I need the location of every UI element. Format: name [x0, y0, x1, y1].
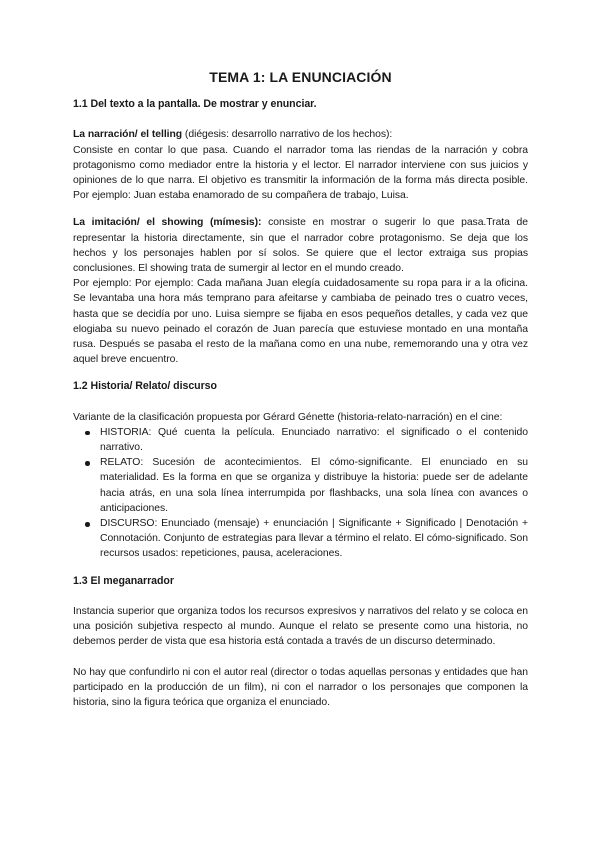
meganarrador-paragraph-2: No hay que confundirlo ni con el autor real (director o todas aquellas personas y entidades que han participado en la producción de un film), ni con el narrador o los personajes que componen la historia, sino la figura teórica que organiza el enunciado. [73, 666, 528, 708]
imitation-term: La imitación/ el showing (mímesis): [73, 217, 262, 229]
list-item-discurso: DISCURSO: Enunciado (mensaje) + enunciación | Significante + Significado | Denotación + Connotación. Conjunto de estrategias para llevar a término el relato. El cómo-significado. Son recursos usados: repeticiones, pausa, aceleraciones. [73, 516, 528, 562]
narration-paragraph: Consiste en contar lo que pasa. Cuando el narrador toma las riendas de la narración y cobra protagonismo como mediador entre la historia y el lector. El narrador interviene con sus juicios y opiniones de lo que narra. El objetivo es transmitir la información de la forma más directa posible. Por ejemplo: Juan estaba enamorado de su compañera de trabajo, Luisa. [73, 144, 528, 202]
imitation-example: Por ejemplo: Por ejemplo: Cada mañana Juan elegía cuidadosamente su ropa para ir a la oficina. Se levantaba una hora más temprano para afeitarse y cambiaba de peinado tres o cuatro veces, hasta que se decidía por uno. Luisa siempre se fijaba en esos pequeños detalles, y cada vez que elogiaba su nuevo peinado el corazón de Juan parecía que estuviese montado en una montaña rusa. Después se pasaba el resto de la mañana como en una nube, rememorando una y otra vez aquel breve encuentro. [73, 278, 528, 366]
meganarrador-paragraph-1: Instancia superior que organiza todos los recursos expresivos y narrativos del relato y se coloca en una posición subjetiva respecto al mundo. Aunque el relato se presente como una historia, no debemos perder de vista que esa historia está contada a través de un discurso determinado. [73, 605, 528, 648]
imitation-body: consiste en mostrar o sugerir lo que pasa.Trata de representar la historia directamente, sin que el narrador cobre protagonismo. Se deja que los hechos y los personajes hablen por sí solos. Se quiere que el lector extraiga sus propias conclusiones. El showing trata de sumergir al lector en el mundo creado. [73, 217, 528, 275]
section-2-heading: 1.2 Historia/ Relato/ discurso [73, 380, 217, 393]
list-item-historia: HISTORIA: Qué cuenta la película. Enunciado narrativo: el significado o el contenido narrativo. [73, 425, 528, 455]
page-title: TEMA 1: LA ENUNCIACIÓN [209, 69, 392, 85]
narration-term: La narración/ el telling [73, 129, 183, 141]
section-2-intro: Variante de la clasificación propuesta por Gérard Génette (historia-relato-narración) en el cine: [73, 411, 503, 423]
narration-gloss: (diégesis: desarrollo narrativo de los hechos): [182, 129, 393, 141]
section-1-heading: 1.1 Del texto a la pantalla. De mostrar y enunciar. [73, 98, 317, 111]
section-3-heading: 1.3 El meganarrador [73, 574, 174, 587]
classification-list [73, 425, 528, 562]
list-item-relato: RELATO: Sucesión de acontecimientos. El cómo-significante. El enunciado en su materialidad. Es la forma en que se organiza y distribuye la historia: puede ser de adelante hacia atrás, en una sola línea interrumpida por flashbacks, una sola línea con avances o anticipaciones. [73, 455, 528, 516]
narration-definition [73, 127, 528, 142]
document-body [73, 70, 528, 710]
imitation-paragraph [73, 215, 528, 276]
